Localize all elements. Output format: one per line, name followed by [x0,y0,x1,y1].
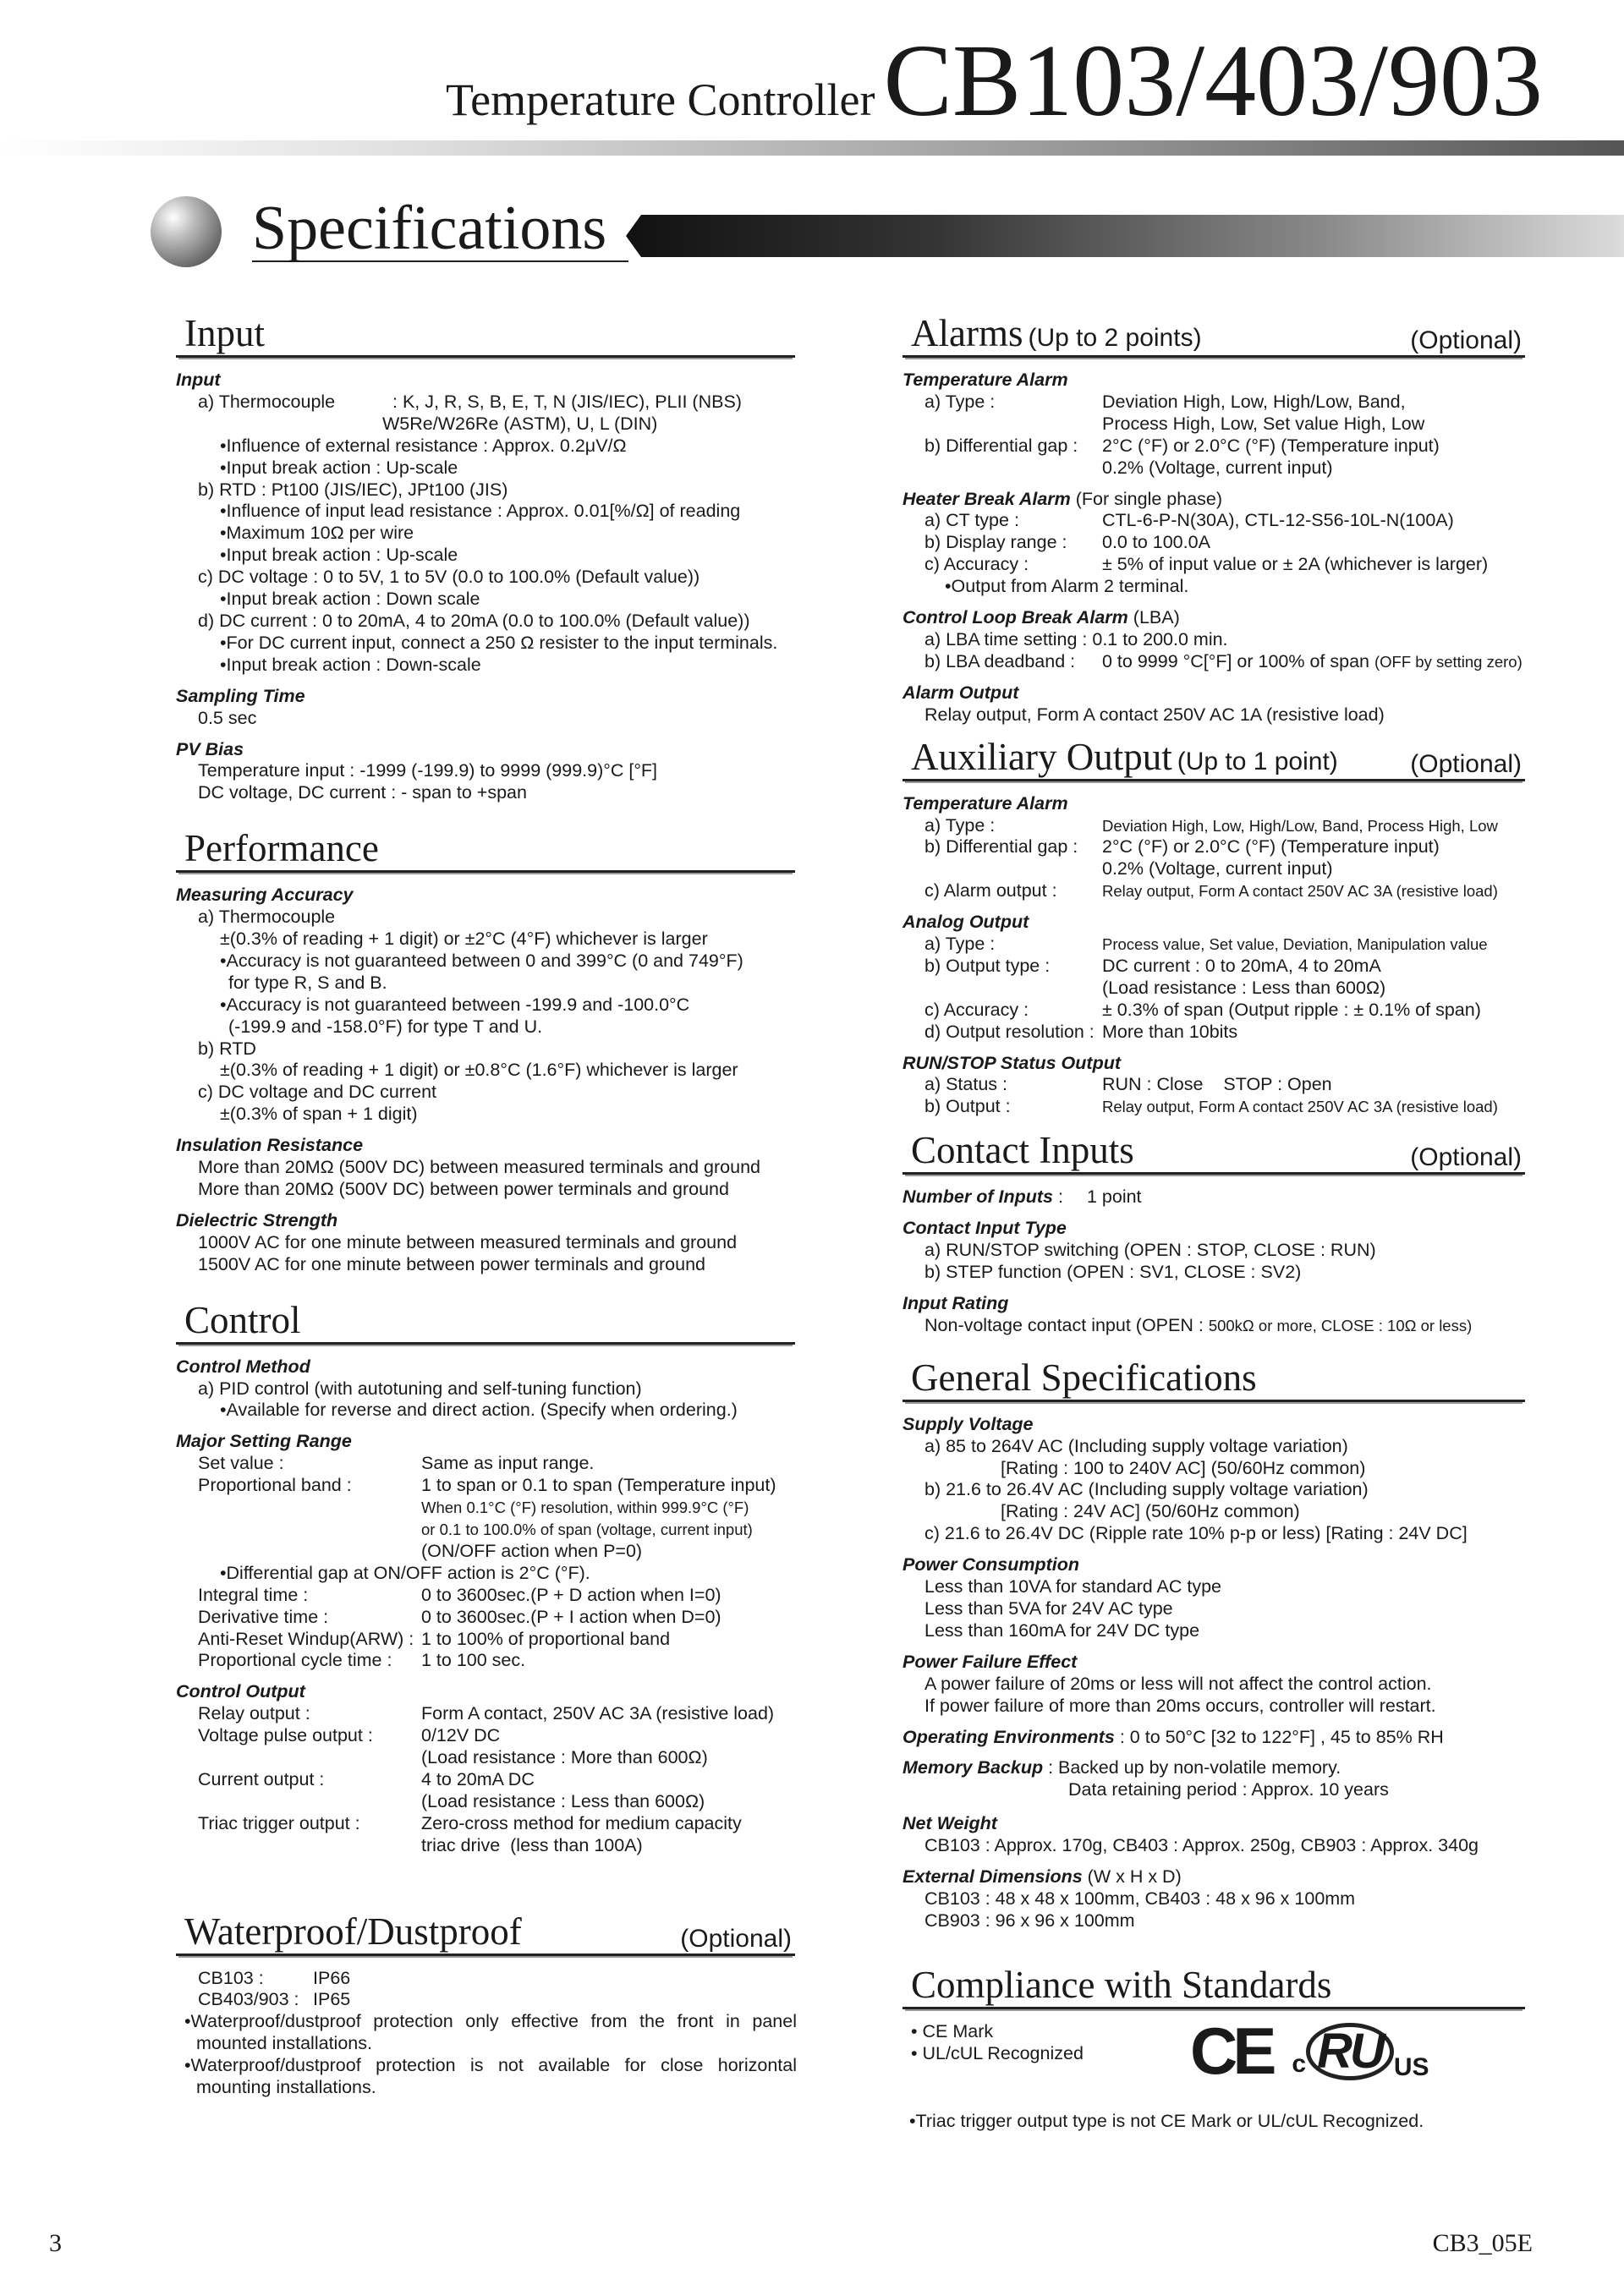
spec-line: CB103 : Approx. 170g, CB403 : Approx. 250g, CB903 : Approx. 340g [924,1835,1479,1856]
spec-line [903,1315,1525,1337]
section-title: Contact Inputs [911,1129,1134,1172]
section-auxiliary-output [903,735,1525,781]
header-title [446,22,1543,140]
spec-line: ±(0.3% of reading + 1 digit) or ±2°C (4°F) whichever is larger [220,929,708,950]
left-column [176,311,795,2099]
subhead-insulation-resistance: Insulation Resistance [176,1135,364,1156]
spec-line: •Influence of input lead resistance : Approx. 0.01[%/Ω] of reading [220,501,741,522]
spec-line: a) 85 to 264V AC (Including supply voltage variation) [924,1435,1348,1456]
cul-us-recognized-icon [1292,2023,1429,2080]
section-general-specifications [903,1356,1525,1402]
spec-line: 0.2% (Voltage, current input) [1102,457,1333,478]
header-model: CB103/403/903 [883,24,1543,138]
subhead-dielectric-strength: Dielectric Strength [176,1209,338,1230]
spec-line: More than 20MΩ (500V DC) between measured terminals and ground [198,1157,760,1178]
spec-line: ±(0.3% of span + 1 digit) [220,1104,418,1125]
spec-value: Zero-cross method for medium capacity [421,1812,742,1833]
spec-line: W5Re/W26Re (ASTM), U, L (DIN) [382,413,658,434]
spec-value: Relay output, Form A contact 250V AC 3A (resistive load) [1102,882,1498,901]
spec-label: Proportional cycle time : [198,1650,392,1671]
subhead-extra: (LBA) [1133,607,1180,628]
section-title: General Specifications [911,1356,1257,1399]
spec-value: 0.0 to 100.0A [1102,532,1210,553]
spec-line: b) RTD [198,1038,256,1059]
spec-line: (-199.9 and -158.0°F) for type T and U. [228,1016,543,1037]
spec-line: (Load resistance : Less than 600Ω) [1102,977,1386,998]
ce-mark-icon: CE [1190,2013,1272,2088]
spec-line [903,1757,1525,1779]
ul-us-text: US [1393,2052,1429,2081]
compliance-row [903,2013,1525,2088]
spec-row [176,1769,795,1791]
subhead-control-output: Control Output [176,1681,305,1702]
spec-line: •Available for reverse and direct action. (Specify when ordering.) [220,1400,738,1421]
spec-value: Deviation High, Low, High/Low, Band, [1102,391,1406,412]
spec-line: CB103 : 48 x 48 x 100mm, CB403 : 48 x 96 x 100mm [924,1888,1356,1909]
spec-value: DC current : 0 to 20mA, 4 to 20mA [1102,955,1381,976]
section-title: Alarms [911,312,1023,354]
spec-value: Same as input range. [421,1453,595,1474]
section-title: Waterproof/Dustproof [184,1910,522,1953]
spec-line: 0.5 sec [198,707,257,728]
spec-row [176,1629,795,1651]
optional-tag: (Optional) [680,1924,792,1953]
subhead-pv-bias: PV Bias [176,738,244,759]
optional-tag: (Optional) [1410,749,1522,778]
spec-line: 1000V AC for one minute between measured terminals and ground [198,1231,738,1252]
spec-line [903,1727,1525,1749]
subhead-operating-environments: Operating Environments [903,1726,1115,1747]
spec-line: Process High, Low, Set value High, Low [1102,413,1425,434]
spec-line: Less than 160mA for 24V DC type [924,1619,1200,1641]
spec-value: 0 to 3600sec.(P + I action when D=0) [421,1606,721,1627]
spec-line: More than 20MΩ (500V DC) between power terminals and ground [198,1179,729,1199]
spec-value: 2°C (°F) or 2.0°C (°F) (Temperature input) [1102,435,1440,456]
section-alarms [903,311,1525,358]
spec-line: a) PID control (with autotuning and self-tuning function) [198,1378,642,1399]
section-title: Performance [184,827,379,870]
spec-value: 1 to span or 0.1 to span (Temperature input) [421,1475,776,1496]
spec-label: a) CT type : [924,510,1019,531]
spec-label: a) Type : [924,934,996,955]
spec-value: Relay output, Form A contact 250V AC 3A (resistive load) [1102,1098,1498,1116]
spec-label: b) Differential gap : [924,435,1078,456]
spec-row [176,1650,795,1672]
spec-row [903,1000,1525,1022]
spec-value: : 0 to 50°C [32 to 122°F] , 45 to 85% RH [1114,1726,1444,1747]
spec-label: b) LBA deadband : [924,650,1076,671]
spec-line: (ON/OFF action when P=0) [421,1540,643,1561]
subhead-power-failure-effect: Power Failure Effect [903,1651,1078,1672]
spec-line: A power failure of 20ms or less will not affect the control action. [924,1673,1432,1694]
spec-line: d) DC current : 0 to 20mA, 4 to 20mA (0.0 to 100.0% (Default value)) [198,610,750,631]
spec-line: •Input break action : Up-scale [220,545,458,566]
spec-row [903,880,1525,902]
header-subtitle: Temperature Controller [445,74,875,125]
spec-value: 2°C (°F) or 2.0°C (°F) (Temperature input) [1102,836,1440,858]
spec-label: a) Type : [924,391,996,412]
section-performance [176,826,795,873]
spec-line: b) RTD : Pt100 (JIS/IEC), JPt100 (JIS) [198,479,508,500]
spec-row [176,1989,795,2011]
subhead-text: Control Loop Break Alarm [903,607,1128,628]
spec-label: a) Status : [924,1074,1007,1095]
spec-label: CB403/903 : [198,1989,299,2010]
title-gradient-bar [626,215,1624,257]
ul-ru-text: RU [1306,2023,1394,2080]
spec-row [903,629,1525,651]
subhead-extra: (For single phase) [1075,488,1223,509]
optional-tag: (Optional) [1410,1143,1522,1172]
subhead-sampling-time: Sampling Time [176,685,305,706]
spec-line: c) 21.6 to 26.4V DC (Ripple rate 10% p-p or less) [Rating : 24V DC] [924,1523,1468,1544]
spec-line: (Load resistance : Less than 600Ω) [421,1790,705,1811]
spec-line: •Influence of external resistance : Approx. 0.2μV/Ω [220,435,627,456]
spec-value: IP65 [313,1989,351,2010]
spec-value: 1 point [1086,1186,1142,1208]
spec-value: IP66 [313,1967,351,1988]
subhead-heater-break-alarm [903,489,1525,511]
spec-row [176,1725,795,1747]
spec-line: •Accuracy is not guaranteed between 0 and 399°C (0 and 749°F) [220,950,743,971]
spec-label: Derivative time : [198,1606,329,1627]
spec-row [903,956,1525,978]
spec-line: 0.2% (Voltage, current input) [1102,858,1333,879]
section-title: Input [184,312,265,354]
spec-value-note: (OFF by setting zero) [1374,652,1522,671]
subhead-temperature-alarm: Temperature Alarm [903,792,1068,814]
spec-label: a) LBA time setting : [924,628,1093,649]
subhead-external-dimensions [903,1866,1525,1888]
spec-row [903,836,1525,858]
spec-label: c) Alarm output : [924,880,1057,901]
spec-line: triac drive (less than 100A) [421,1834,643,1855]
ul-c-text: c [1292,2049,1307,2078]
spec-value: : K, J, R, S, B, E, T, N (JIS/IEC), PLII (NBS) [392,391,742,412]
header-gradient-bar [0,140,1624,156]
spec-value: 0 to 9999 °C[°F] or 100% of span [1102,650,1369,671]
spec-note: •Waterproof/dustproof protection is not available for close horizontal mounting installations. [184,2055,797,2098]
spec-label: Anti-Reset Windup(ARW) : [198,1628,414,1649]
spec-row [903,934,1525,956]
spec-row [903,651,1525,673]
spec-label: Triac trigger output : [198,1812,360,1833]
spec-label: a) Type : [924,814,996,836]
spec-label: b) Differential gap : [924,836,1078,858]
subhead-alarm-output: Alarm Output [903,682,1019,703]
spec-value: Non-voltage contact input (OPEN : [924,1314,1209,1335]
spec-row [176,1968,795,1990]
spec-value: 0 to 3600sec.(P + D action when I=0) [421,1584,721,1605]
spec-note: •Waterproof/dustproof protection only effective from the front in panel mounted installations. [184,2011,797,2054]
spec-value: 1 to 100 sec. [421,1650,526,1671]
subhead-extra: (W x H x D) [1087,1866,1182,1888]
spec-line: Less than 10VA for standard AC type [924,1576,1221,1597]
section-note: (Up to 1 point) [1177,747,1338,775]
spec-row [903,510,1525,532]
compliance-list [903,2021,1190,2080]
spec-label: Integral time : [198,1584,309,1605]
subhead-supply-voltage: Supply Voltage [903,1413,1034,1434]
section-compliance [903,1963,1525,2009]
subhead-number-of-inputs: Number of Inputs [903,1186,1053,1208]
spec-row [176,1607,795,1629]
spec-label: Proportional band : [198,1475,352,1496]
spec-row [903,532,1525,554]
spec-row [903,1022,1525,1044]
spec-label: d) Output resolution : [924,1021,1095,1042]
subhead-text: Heater Break Alarm [903,488,1071,509]
compliance-item: • CE Mark [911,2020,994,2041]
section-note: (Up to 2 points) [1028,324,1202,352]
spec-line: •For DC current input, connect a 250 Ω resister to the input terminals. [220,632,778,653]
section-title: Auxiliary Output [911,735,1172,778]
spec-line: [Rating : 24V AC] (50/60Hz common) [1001,1501,1300,1522]
sphere-icon [151,196,222,267]
spec-line: DC voltage, DC current : - span to +span [198,782,527,803]
spec-line: When 0.1°C (°F) resolution, within 999.9°C (°F) [421,1499,749,1517]
subhead-input-rating: Input Rating [903,1292,1009,1313]
subhead-contact-input-type: Contact Input Type [903,1218,1067,1239]
spec-row [176,392,795,414]
spec-line: •Input break action : Up-scale [220,457,458,478]
subhead-input: Input [176,370,221,390]
section-waterproof [176,1910,795,1956]
page-number: 3 [49,2229,62,2257]
spec-label: b) Display range : [924,532,1067,553]
spec-value: 0/12V DC [421,1725,501,1746]
subhead-control-method: Control Method [176,1356,310,1377]
spec-line: c) DC voltage and DC current [198,1082,436,1103]
spec-line: b) 21.6 to 26.4V AC (Including supply voltage variation) [924,1479,1369,1500]
spec-line: •Output from Alarm 2 terminal. [945,576,1189,597]
spec-value: 0.1 to 200.0 min. [1092,628,1228,649]
spec-line: If power failure of more than 20ms occurs, controller will restart. [924,1695,1436,1716]
right-column [903,311,1525,2133]
spec-line: Data retaining period : Approx. 10 years [1068,1779,1389,1800]
subhead-power-consumption: Power Consumption [903,1554,1080,1575]
spec-label: Set value : [198,1453,284,1474]
page-title: Specifications [252,196,628,262]
spec-row [176,1453,795,1475]
subhead-analog-output: Analog Output [903,912,1029,933]
compliance-item: • UL/cUL Recognized [911,2042,1084,2063]
spec-line: for type R, S and B. [228,972,387,993]
spec-row [903,436,1525,458]
spec-line: Relay output, Form A contact 250V AC 1A (resistive load) [924,704,1385,725]
spec-line: or 0.1 to 100.0% of span (voltage, current input) [421,1520,753,1538]
subhead-temperature-alarm: Temperature Alarm [903,370,1068,390]
spec-value: Deviation High, Low, High/Low, Band, Process High, Low [1102,816,1498,835]
compliance-note: •Triac trigger output type is not CE Mark or UL/cUL Recognized. [909,2110,1424,2131]
subhead-net-weight: Net Weight [903,1813,997,1834]
section-input [176,311,795,358]
subhead-major-setting-range: Major Setting Range [176,1431,352,1452]
subhead-lba [903,607,1525,629]
spec-line: a) Thermocouple [198,907,336,928]
spec-value: CTL-6-P-N(30A), CTL-12-S56-10L-N(100A) [1102,510,1454,531]
spec-row [903,815,1525,837]
spec-row [176,1475,795,1497]
spec-line: (Load resistance : More than 600Ω) [421,1747,708,1768]
certification-logos [1190,2013,1429,2088]
spec-line: •Input break action : Down scale [220,589,480,610]
spec-line: •Input break action : Down-scale [220,654,481,675]
spec-line: CB903 : 96 x 96 x 100mm [924,1910,1135,1931]
spec-value: 1 to 100% of proportional band [421,1628,671,1649]
subhead-run-stop-status-output: RUN/STOP Status Output [903,1052,1121,1073]
subhead-measuring-accuracy: Measuring Accuracy [176,885,354,906]
subhead-text: External Dimensions [903,1866,1083,1888]
spec-label: Current output : [198,1768,325,1789]
subhead-memory-backup: Memory Backup [903,1757,1044,1778]
spec-line: c) DC voltage : 0 to 5V, 1 to 5V (0.0 to 100.0% (Default value)) [198,567,700,588]
spec-label: b) Output type : [924,955,1051,976]
section-control [176,1298,795,1345]
spec-value: ± 0.3% of span (Output ripple : ± 0.1% of span) [1102,999,1481,1020]
spec-line: [Rating : 100 to 240V AC] (50/60Hz common) [1001,1457,1366,1478]
spec-line: 1500V AC for one minute between power terminals and ground [198,1253,705,1274]
spec-value: ± 5% of input value or ± 2A (whichever is larger) [1102,554,1489,575]
spec-value-small: 500kΩ or more, CLOSE : 10Ω or less) [1208,1316,1473,1334]
spec-line: b) STEP function (OPEN : SV1, CLOSE : SV2) [924,1262,1302,1282]
spec-value: 4 to 20mA DC [421,1768,535,1789]
spec-value: More than 10bits [1102,1021,1238,1042]
spec-row [176,1703,795,1725]
spec-row [176,1585,795,1607]
section-title: Compliance with Standards [911,1963,1332,2006]
spec-row [903,1096,1525,1118]
spec-row [903,1074,1525,1096]
spec-row [903,392,1525,414]
spec-row [903,554,1525,576]
spec-line: ±(0.3% of reading + 1 digit) or ±0.8°C (1.6°F) whichever is larger [220,1060,738,1081]
spec-line: •Maximum 10Ω per wire [220,523,414,544]
spec-label: CB103 : [198,1967,264,1988]
spec-label: Relay output : [198,1703,310,1724]
section-title: Control [184,1298,301,1341]
spec-line: a) RUN/STOP switching (OPEN : STOP, CLOSE : RUN) [924,1240,1376,1261]
spec-row [176,1813,795,1835]
spec-value: Form A contact, 250V AC 3A (resistive load) [421,1703,775,1724]
spec-value: RUN : Close STOP : Open [1102,1074,1332,1095]
spec-label: c) Accuracy : [924,554,1029,575]
spec-label: Voltage pulse output : [198,1725,373,1746]
section-contact-inputs [903,1128,1525,1175]
spec-line: Temperature input : -1999 (-199.9) to 9999 (999.9)°C [°F] [198,760,658,781]
spec-row: Number of Inputs : 1 point [903,1186,1142,1208]
spec-line: Less than 5VA for 24V AC type [924,1597,1173,1619]
spec-label: c) Accuracy : [924,999,1029,1020]
document-code: CB3_05E [1432,2229,1533,2257]
spec-label: b) Output : [924,1096,1011,1117]
spec-line: •Accuracy is not guaranteed between -199.9 and -100.0°C [220,994,690,1015]
spec-line: •Differential gap at ON/OFF action is 2°C (°F). [220,1562,590,1583]
spec-label: a) Thermocouple [198,391,336,412]
spec-value: Process value, Set value, Deviation, Manipulation value [1102,935,1488,954]
optional-tag: (Optional) [1410,326,1522,355]
spec-value: : Backed up by non-volatile memory. [1043,1757,1341,1778]
